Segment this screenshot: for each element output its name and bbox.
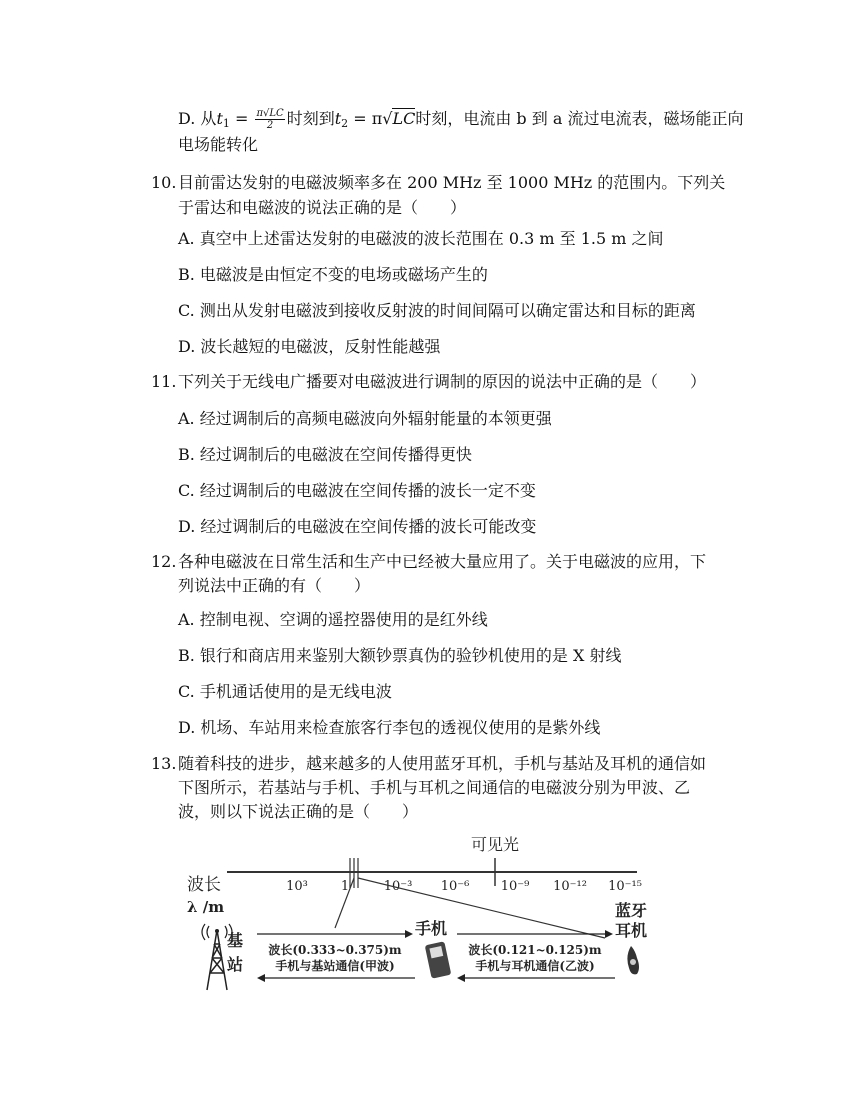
base-station-label-1: 基 [227, 931, 244, 950]
fraction-numerator: π√LC [256, 108, 284, 119]
tick-label: 10⁻⁶ [440, 879, 470, 894]
tick-label: 1 [340, 879, 350, 894]
t2-subscript: 2 [341, 117, 349, 130]
q12-stem-line2: 列说法中正确的有（ ） [178, 576, 371, 595]
q12-stem-line1 [151, 551, 706, 573]
q12-number: 12. [151, 552, 177, 571]
q9-option-d-prefix: D. 从 [178, 109, 217, 128]
q12-option-a[interactable]: A. 控制电视、空调的遥控器使用的是红外线 [178, 610, 488, 629]
wave-b-description: 手机与耳机通信(乙波) [475, 959, 595, 973]
q10-option-c[interactable]: C. 测出从发射电磁波到接收反射波的时间间隔可以确定雷达和目标的距离 [178, 301, 696, 320]
tick-label: 10⁻⁹ [500, 879, 530, 894]
q11-option-c[interactable]: C. 经过调制后的电磁波在空间传播的波长一定不变 [178, 481, 536, 500]
t1-subscript: 1 [222, 117, 230, 130]
q13-stem-line2: 下图所示，若基站与手机、手机与耳机之间通信的电磁波分别为甲波、乙 [178, 778, 691, 797]
spectrum-diagram [185, 828, 665, 998]
wave-b-range: 波长(0.121~0.125)m [468, 943, 602, 957]
q9-option-d-suffix: 时刻，电流由 b 到 a 流过电流表，磁场能正向 [415, 109, 744, 128]
equals-sign: = [229, 109, 254, 128]
q11-option-d[interactable]: D. 经过调制后的电磁波在空间传播的波长可能改变 [178, 517, 537, 536]
q10-option-b[interactable]: B. 电磁波是由恒定不变的电场或磁场产生的 [178, 265, 488, 284]
tick-label: 10³ [286, 879, 308, 894]
q9-option-d-line2: 电场能转化 [178, 135, 259, 154]
base-station-label-2: 站 [227, 955, 244, 974]
q13-number: 13. [151, 754, 177, 773]
tick-label: 10⁻¹⁵ [608, 879, 642, 894]
q12-stem-text1: 各种电磁波在日常生活和生产中已经被大量应用了。关于电磁波的应用，下 [178, 552, 707, 571]
q12-option-d[interactable]: D. 机场、车站用来检查旅客行李包的透视仪使用的是紫外线 [178, 718, 601, 737]
tick-label: 10⁻³ [383, 879, 413, 894]
q10-number: 10. [151, 173, 177, 192]
equals-pi-sqrt: = π√ [348, 109, 393, 128]
q11-option-a[interactable]: A. 经过调制后的高频电磁波向外辐射能量的本领更强 [178, 409, 552, 428]
wave-a-range: 波长(0.333~0.375)m [268, 943, 402, 957]
q13-stem-line3: 波，则以下说法正确的是（ ） [178, 802, 419, 821]
q12-option-b[interactable]: B. 银行和商店用来鉴别大额钞票真伪的验钞机使用的是 X 射线 [178, 646, 622, 665]
wavelength-label: 波长 [187, 875, 221, 895]
earphone-label-2: 耳机 [615, 921, 648, 940]
earphone-label-1: 蓝牙 [615, 901, 648, 920]
tick-label: 10⁻¹² [553, 879, 587, 894]
q9-option-d-mid: 时刻到 [286, 109, 335, 128]
q11-number: 11. [151, 372, 177, 391]
wave-a-description: 手机与基站通信(甲波) [275, 959, 395, 973]
q11-option-b[interactable]: B. 经过调制后的电磁波在空间传播得更快 [178, 445, 472, 464]
q10-option-d[interactable]: D. 波长越短的电磁波，反射性能越强 [178, 337, 441, 356]
lambda-unit-label: λ /m [187, 898, 225, 916]
q11-stem-line1 [151, 371, 706, 393]
t2-symbol: t [334, 109, 342, 128]
q9-option-d [178, 108, 743, 135]
fraction [255, 108, 284, 131]
q12-option-c[interactable]: C. 手机通话使用的是无线电波 [178, 682, 392, 701]
q11-stem-text1: 下列关于无线电广播要对电磁波进行调制的原因的说法中正确的是（ ） [178, 372, 707, 391]
phone-icon [425, 941, 452, 978]
q10-option-a[interactable]: A. 真空中上述雷达发射的电磁波的波长范围在 0.3 m 至 1.5 m 之间 [178, 229, 664, 248]
bluetooth-earphone-icon [627, 946, 639, 974]
t1-symbol: t [216, 109, 223, 128]
fraction-denominator: 2 [266, 120, 274, 131]
q13-stem-text1: 随着科技的进步，越来越多的人使用蓝牙耳机，手机与基站及耳机的通信如 [178, 754, 707, 773]
q10-stem-text1: 目前雷达发射的电磁波频率多在 200 MHz 至 1000 MHz 的范围内。下列关 [178, 173, 726, 192]
q13-stem-line1 [151, 753, 706, 775]
lc-radicand: LC [392, 109, 416, 128]
q10-stem-line1 [151, 172, 725, 194]
em-spectrum-figure [185, 828, 665, 998]
phone-label: 手机 [415, 919, 448, 938]
q10-stem-line2: 于雷达和电磁波的说法正确的是（ ） [178, 198, 467, 217]
visible-light-label: 可见光 [470, 835, 520, 854]
